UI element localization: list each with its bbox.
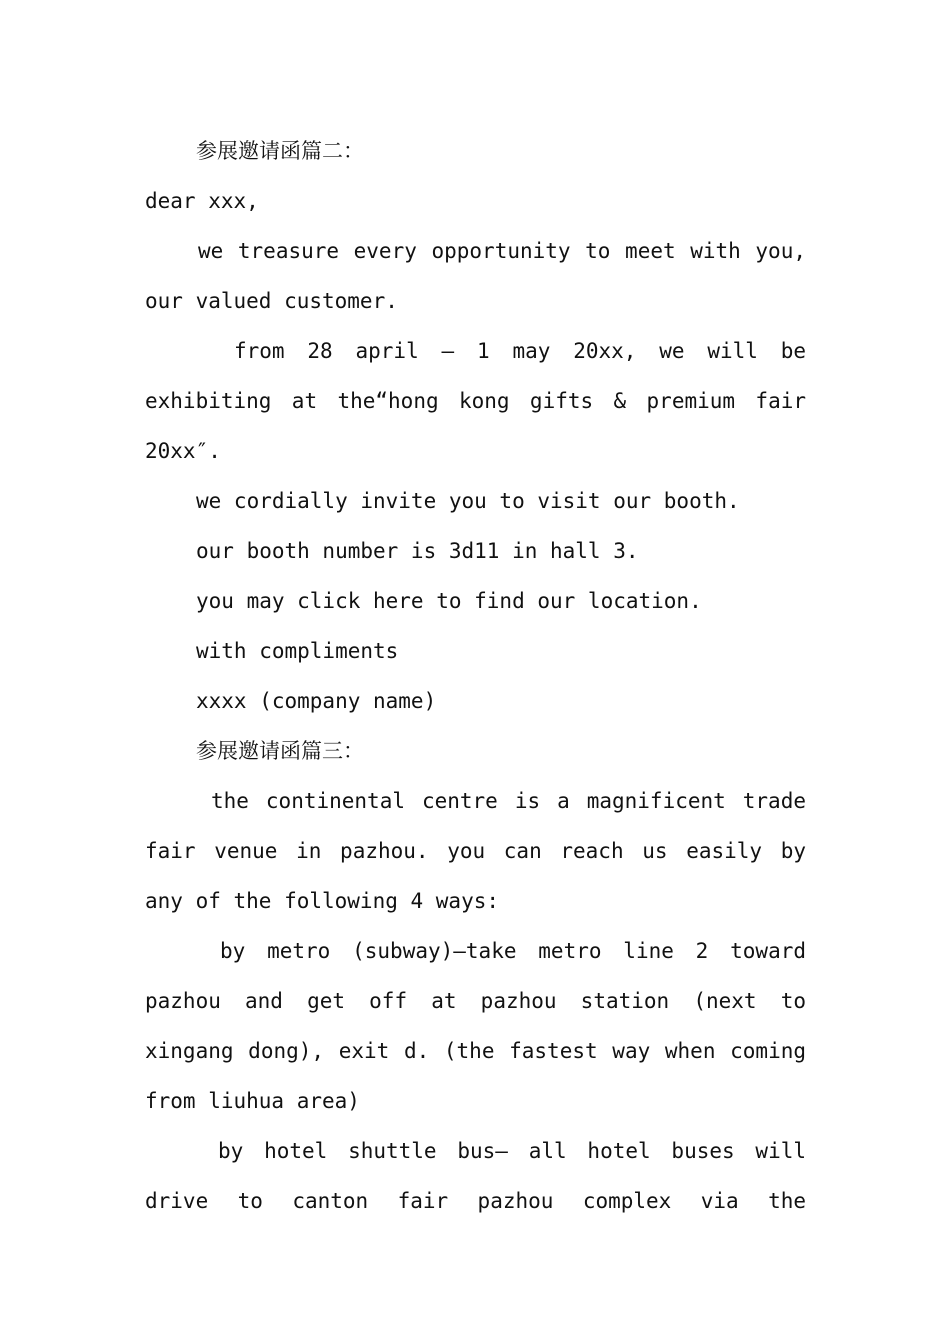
click-line: you may click here to find our location. <box>196 589 702 613</box>
para3-line2: fair venue in pazhou. you can reach us easily by <box>145 839 806 863</box>
company-name-line: xxxx (company name) <box>196 689 437 713</box>
booth-line: our booth number is 3d11 in hall 3. <box>196 539 639 563</box>
para1-line2: our valued customer. <box>145 289 398 313</box>
section-three-title: 参展邀请函篇三： <box>196 739 364 763</box>
compliments-line: with compliments <box>196 639 399 663</box>
invite-line: we cordially invite you to visit our booth. <box>196 489 740 513</box>
metro-line2: pazhou and get off at pazhou station (next to <box>145 989 806 1013</box>
para3-line3: any of the following 4 ways: <box>145 889 500 913</box>
section-two-title: 参展邀请函篇二： <box>196 139 364 163</box>
document-body <box>145 126 806 1226</box>
para1-line1: we treasure every opportunity to meet with you, <box>198 239 806 263</box>
greeting: dear xxx, <box>145 189 259 213</box>
para2-line2: exhibiting at the“hong kong gifts & premium fair <box>145 389 806 413</box>
para2-line1: from 28 april – 1 may 20xx, we will be <box>234 339 806 363</box>
metro-line3: xingang dong), exit d. (the fastest way when coming <box>145 1039 806 1063</box>
para3-line1: the continental centre is a magnificent trade <box>211 789 806 813</box>
shuttle-line2: drive to canton fair pazhou complex via the <box>145 1189 806 1213</box>
para2-line3: 20xx″. <box>145 439 221 463</box>
metro-line4: from liuhua area) <box>145 1089 360 1113</box>
shuttle-line1: by hotel shuttle bus— all hotel buses will <box>218 1139 806 1163</box>
metro-line1: by metro (subway)—take metro line 2 toward <box>220 939 806 963</box>
